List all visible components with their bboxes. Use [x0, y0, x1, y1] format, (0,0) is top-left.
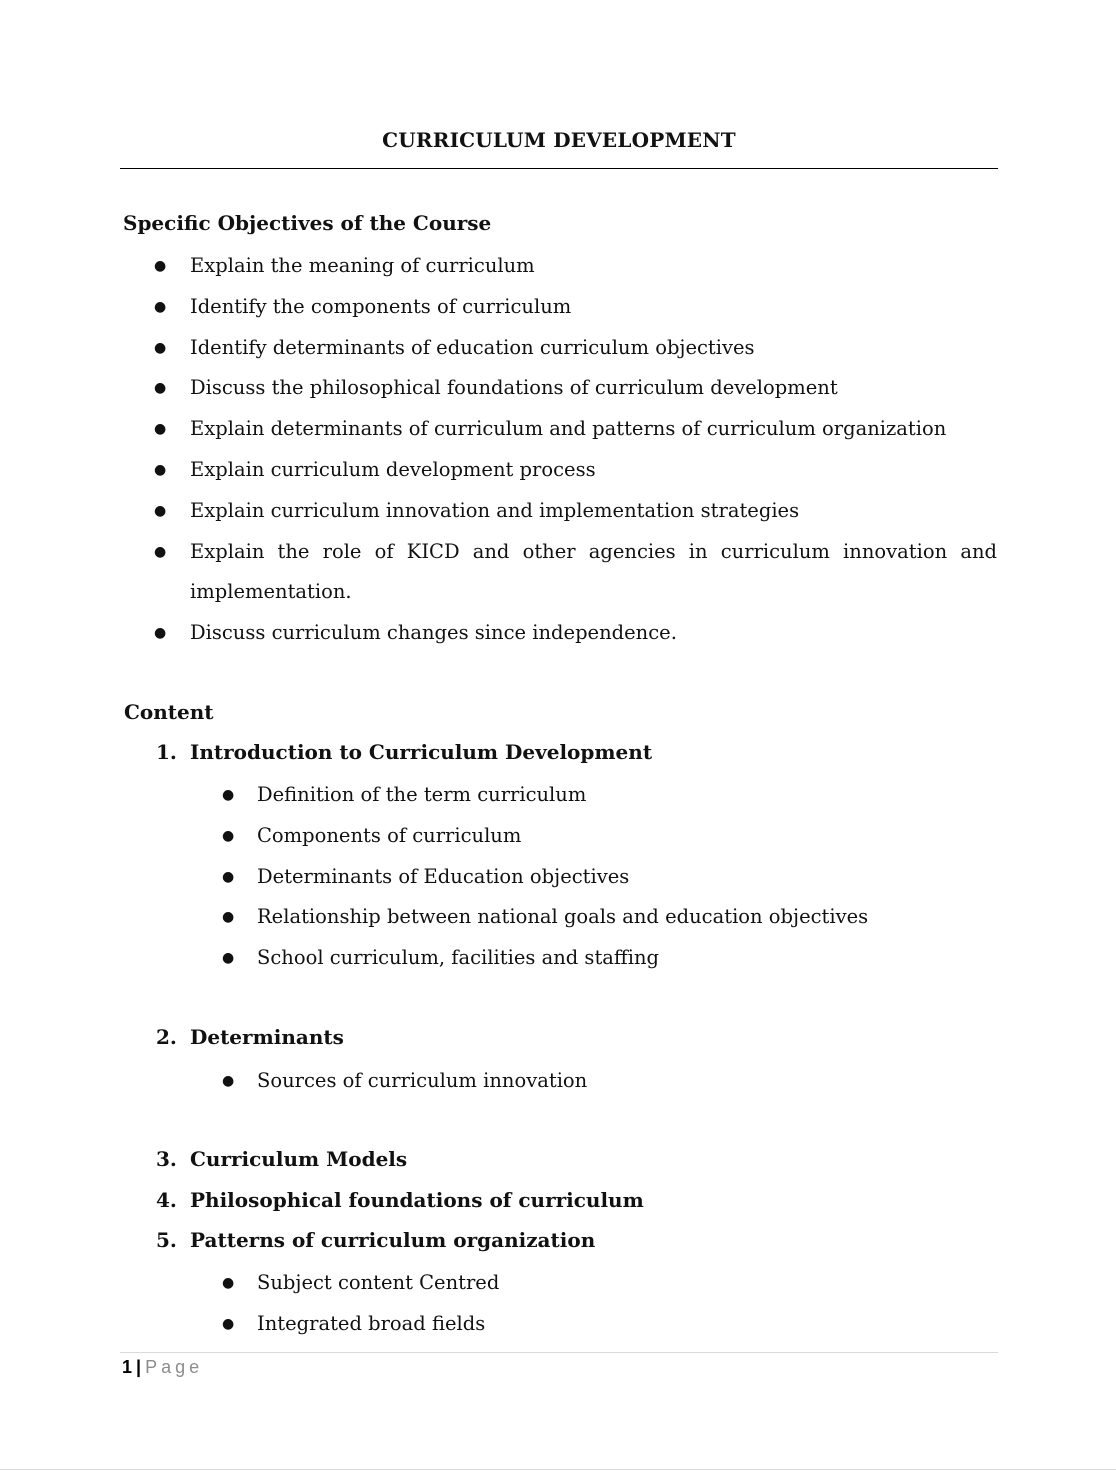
bullet-icon: ●	[222, 950, 235, 967]
section-number: 5.	[156, 1228, 177, 1252]
content-section-5	[0, 1228, 1116, 1258]
page-bottom-edge	[0, 1469, 1116, 1470]
page-footer	[122, 1357, 203, 1378]
bullet-icon: ●	[154, 421, 167, 438]
section-title: Introduction to Curriculum Development	[190, 740, 653, 764]
page-label: Page	[145, 1357, 204, 1377]
bullet-icon: ●	[154, 543, 167, 560]
bullet-icon: ●	[154, 625, 167, 642]
page-number: 1	[122, 1357, 133, 1377]
bullet-icon: ●	[154, 339, 167, 356]
bullet-icon: ●	[154, 380, 167, 397]
bullet-icon: ●	[222, 787, 235, 803]
section-title: Determinants	[190, 1025, 344, 1049]
bullet-icon: ●	[222, 1275, 235, 1291]
document-title: CURRICULUM DEVELOPMENT	[382, 128, 736, 152]
section-title: Curriculum Models	[190, 1147, 408, 1171]
content-section-2	[0, 1025, 1116, 1055]
section-number: 2.	[156, 1025, 177, 1049]
bullet-icon: ●	[222, 1315, 235, 1332]
bullet-icon: ●	[154, 258, 167, 274]
bullet-icon: ●	[222, 868, 235, 885]
bullet-icon: ●	[222, 827, 235, 844]
document-page: CURRICULUM DEVELOPMENT Specific Objectives of the Course ● Explain the meaning of curriculum ● Identify the components of curriculum ● Identify determinants of education curriculum objectives ● Discuss the philosophical foundations of curriculum development ● Explain determinants of curriculum and patterns of curriculum organization ● Explain curriculum development process ● Explain curriculum innovation and implementation strategies ● Explain the role of KICD and other agencies in curriculum innovation and implementation. ● Discuss curriculum changes since independence. Content 1. Introduction to Curriculum Development ● Definition of the term curriculum ● Components of curriculum ● Determinants of Education objectives ● Relationship between national goals and education objectives ● School curriculum, facilities and staffing 2. Determinants ● Sources of curriculum innovation 3. Curriculum Models 4. Philosophical foundations of curriculum 5. Patterns of curriculum organization ● Subject content Centred ● Integrated broad fields 1 | Page	[0, 0, 1116, 1473]
footer-divider	[120, 1352, 998, 1353]
bullet-icon: ●	[222, 909, 235, 926]
content-heading: Content	[124, 700, 214, 724]
content-section-3	[0, 1147, 1116, 1177]
section-number: 4.	[156, 1188, 177, 1212]
bullet-icon: ●	[154, 298, 167, 315]
objectives-heading: Specific Objectives of the Course	[123, 211, 492, 235]
section-number: 3.	[156, 1147, 177, 1171]
bullet-icon: ●	[154, 502, 167, 519]
section-number: 1.	[156, 740, 177, 764]
footer-separator: |	[136, 1357, 142, 1377]
content-section-4	[0, 1188, 1116, 1218]
section-title: Patterns of curriculum organization	[190, 1228, 596, 1252]
title-divider	[120, 168, 998, 169]
content-section-1	[0, 740, 1116, 770]
bullet-icon: ●	[154, 461, 167, 478]
section-title: Philosophical foundations of curriculum	[190, 1188, 644, 1212]
bullet-icon: ●	[222, 1073, 235, 1089]
